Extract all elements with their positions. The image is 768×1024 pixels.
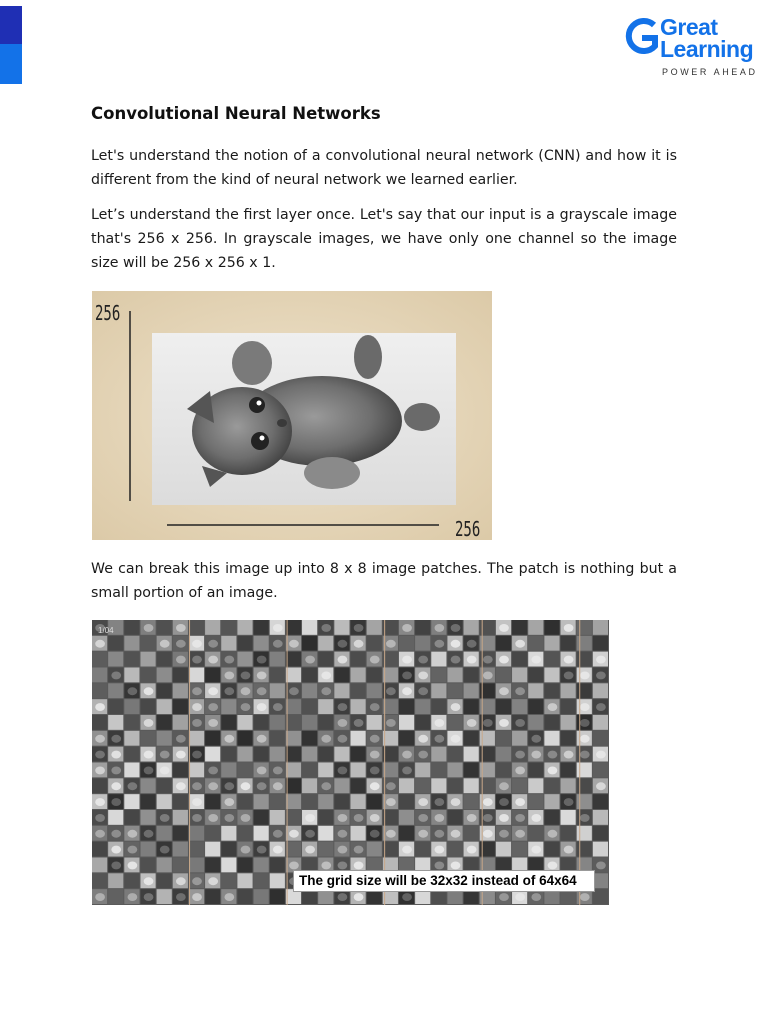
patch-grid-photo-icon xyxy=(92,620,609,905)
accent-bar-light xyxy=(0,44,22,84)
paragraph-first-layer: Let’s understand the first layer once. Let's say that our input is a grayscale image that's 256 x 256. In grayscale images, we have only one channel so the image size will be 256 x 256 x 1. xyxy=(91,207,677,271)
patch-grid-figure xyxy=(92,620,609,905)
grid-caption-text: The grid size will be 32x32 instead of 64x64 xyxy=(299,873,577,888)
accent-bar xyxy=(0,6,22,84)
height-dimension-label: 256 xyxy=(95,301,121,325)
paragraph-intro: Let's understand the notion of a convolutional neural network (CNN) and how it is different from the kind of neural network we learned earlier. xyxy=(91,148,677,188)
accent-bar-dark xyxy=(0,6,22,44)
g-logo-icon xyxy=(624,16,658,60)
corner-label: 1/04 xyxy=(98,626,114,635)
kitten-photo-icon xyxy=(92,291,492,540)
grid-caption xyxy=(293,870,595,892)
page-title: Convolutional Neural Networks xyxy=(91,104,381,123)
logo-word-great: Great xyxy=(660,14,718,40)
width-dimension-label: 256 xyxy=(455,517,481,540)
logo-tagline: POWER AHEAD xyxy=(662,67,758,77)
great-learning-logo xyxy=(624,14,764,80)
logo-word-learning: Learning xyxy=(660,36,754,62)
paragraph-patches: We can break this image up into 8 x 8 image patches. The patch is nothing but a small portion of an image. xyxy=(91,561,677,601)
kitten-figure xyxy=(92,291,492,540)
